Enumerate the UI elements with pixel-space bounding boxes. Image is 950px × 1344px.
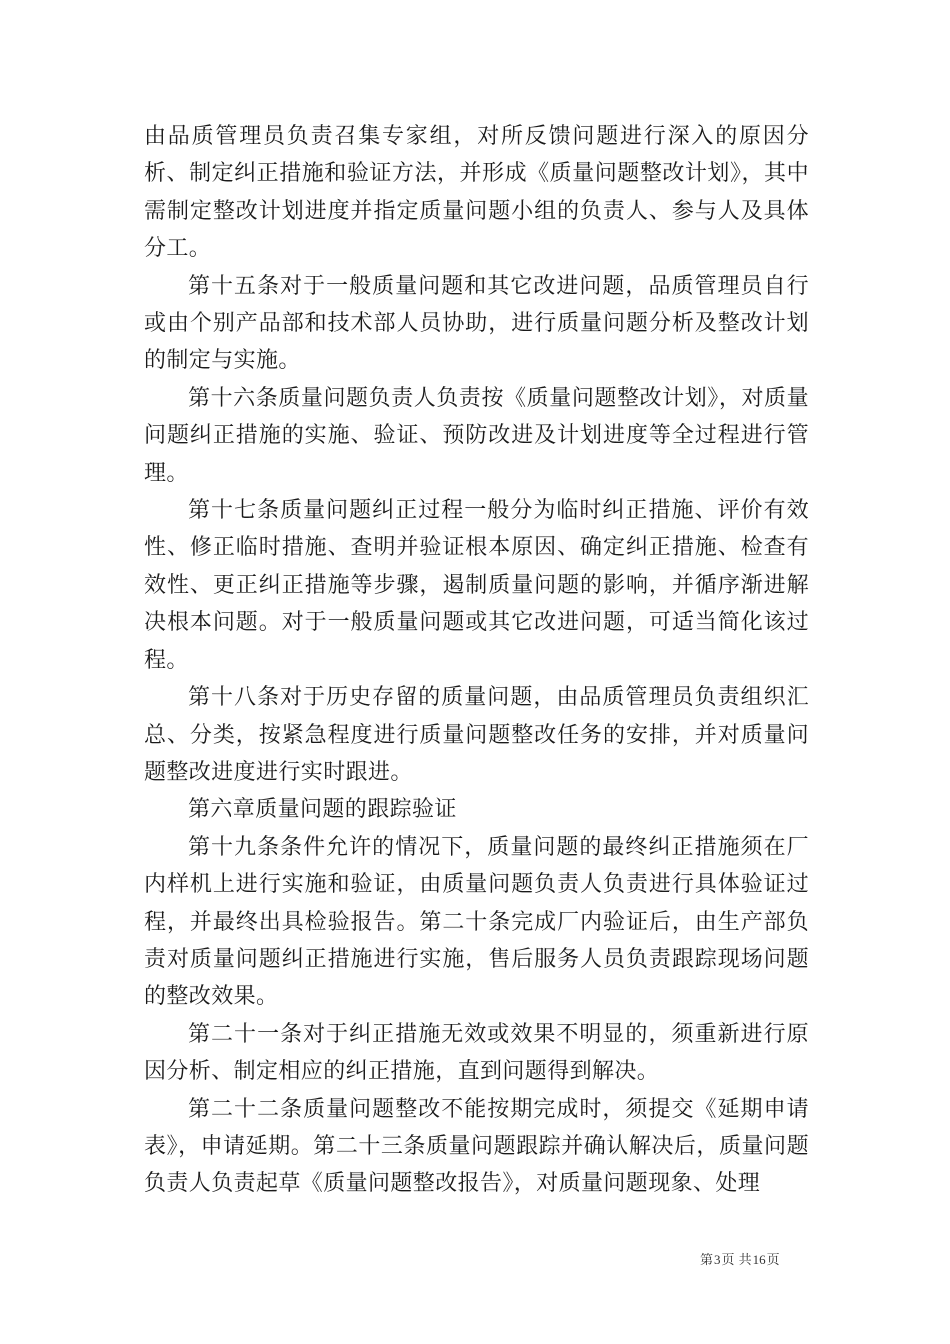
paragraph-article-17: 第十七条质量问题纠正过程一般分为临时纠正措施、评价有效性、修正临时措施、查明并验证根本原因、确定纠正措施、检查有效性、更正纠正措施等步骤，遏制质量问题的影响，并循序渐进解决根本问题。对于一般质量问题或其它改进问题，可适当简化该过程。 [144,498,809,673]
total-page-count: 16 [752,1252,766,1267]
paragraph-article-16: 第十六条质量问题负责人负责按《质量问题整改计划》，对质量问题纠正措施的实施、验证、预防改进及计划进度等全过程进行管理。 [144,385,809,486]
paragraph-article-22-23: 第二十二条质量问题整改不能按期完成时，须提交《延期申请表》，申请延期。第二十三条质量问题跟踪并确认解决后，质量问题负责人负责起草《质量问题整改报告》，对质量问题现象、处理 [144,1096,809,1197]
footer-middle: 页 共 [721,1253,752,1268]
footer-suffix: 页 [766,1253,780,1268]
paragraph-article-19-20: 第十九条条件允许的情况下，质量问题的最终纠正措施须在厂内样机上进行实施和验证，由质量问题负责人负责进行具体验证过程，并最终出具检验报告。第二十条完成厂内验证后，由生产部负责对质量问题纠正措施进行实施，售后服务人员负责跟踪现场问题的整改效果。 [144,834,809,1010]
document-body [144,118,809,1203]
paragraph-article-21: 第二十一条对于纠正措施无效或效果不明显的，须重新进行原因分析、制定相应的纠正措施，直到问题得到解决。 [144,1021,809,1085]
footer-prefix: 第 [700,1253,714,1268]
paragraph-article-15: 第十五条对于一般质量问题和其它改进问题，品质管理员自行或由个别产品部和技术部人员协助，进行质量问题分析及整改计划的制定与实施。 [144,273,809,374]
page-number-footer [700,1249,780,1268]
paragraph-continuation: 由品质管理员负责召集专家组，对所反馈问题进行深入的原因分析、制定纠正措施和验证方法，并形成《质量问题整改计划》，其中需制定整改计划进度并指定质量问题小组的负责人、参与人及具体分工。 [144,124,809,262]
paragraph-article-18: 第十八条对于历史存留的质量问题，由品质管理员负责组织汇总、分类，按紧急程度进行质量问题整改任务的安排，并对质量问题整改进度进行实时跟进。 [144,685,809,785]
chapter-heading: 第六章质量问题的跟踪验证 [188,797,457,823]
current-page-number: 3 [714,1252,721,1267]
